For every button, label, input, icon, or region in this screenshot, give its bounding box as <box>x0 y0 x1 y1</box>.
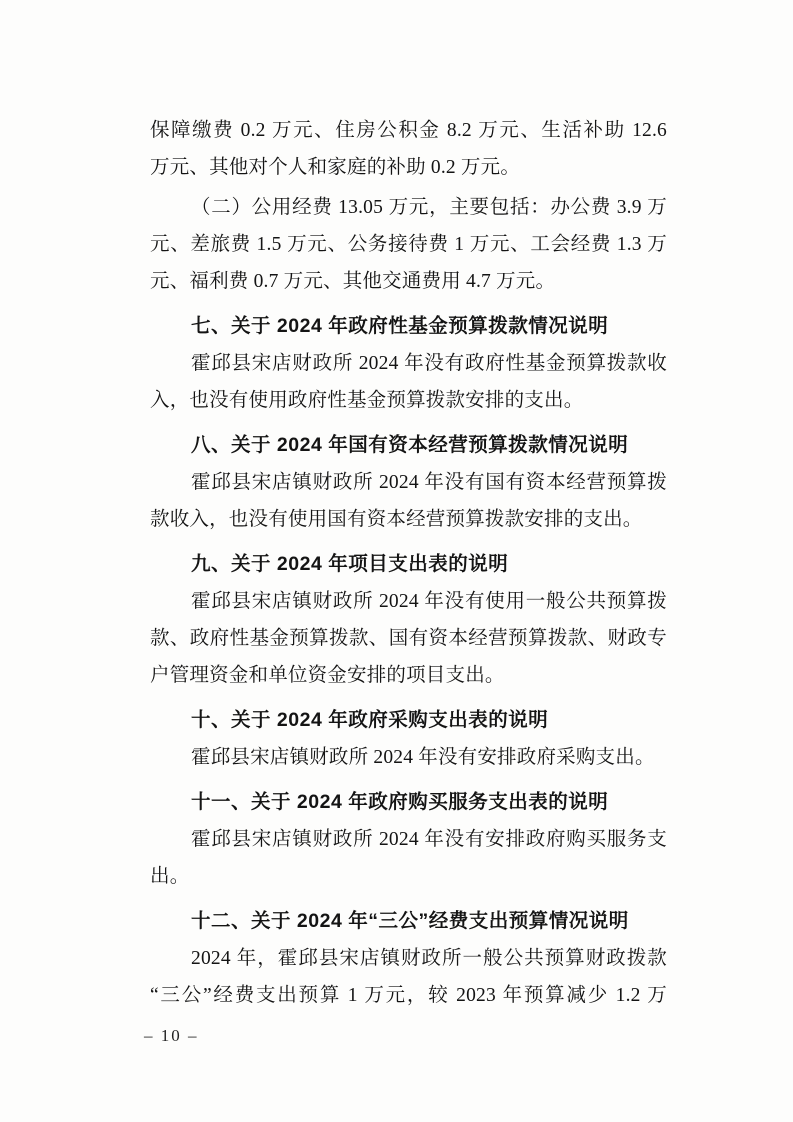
section-heading-9 <box>150 546 667 583</box>
document-body <box>150 112 667 1014</box>
paragraph-section-12 <box>150 940 667 1014</box>
paragraph-section-7 <box>150 345 667 419</box>
text-line: 万元、其他对个人和家庭的补助 0.2 万元。 <box>150 157 521 178</box>
heading-line: 九、关于 2024 年项目支出表的说明 <box>191 553 509 575</box>
heading-line: 七、关于 2024 年政府性基金预算拨款情况说明 <box>191 315 609 337</box>
heading-line: 八、关于 2024 年国有资本经营预算拨款情况说明 <box>191 434 629 456</box>
text-line: 霍邱县宋店财政所 2024 年没有政府性基金预算拨款收 <box>191 353 667 374</box>
text-line: 保障缴费 0.2 万元、住房公积金 8.2 万元、生活补助 12.6 <box>150 120 667 141</box>
paragraph-section-10 <box>150 739 667 776</box>
heading-line: 十二、关于 2024 年“三公”经费支出预算情况说明 <box>191 910 629 932</box>
paragraph-public-expense <box>150 189 667 300</box>
text-line: 入，也没有使用政府性基金预算拨款安排的支出。 <box>150 390 584 411</box>
paragraph-continuation <box>150 112 667 186</box>
text-line: 霍邱县宋店镇财政所 2024 年没有使用一般公共预算拨 <box>191 591 667 612</box>
heading-line: 十、关于 2024 年政府采购支出表的说明 <box>191 709 549 731</box>
section-heading-11 <box>150 784 667 821</box>
text-line: 元、差旅费 1.5 万元、公务接待费 1 万元、工会经费 1.3 万 <box>150 234 667 255</box>
text-line: （二）公用经费 13.05 万元，主要包括：办公费 3.9 万 <box>191 197 667 218</box>
text-line: 户管理资金和单位资金安排的项目支出。 <box>150 665 505 686</box>
page-number: – 10 – <box>144 1026 199 1045</box>
text-line: “三公”经费支出预算 1 万元，较 2023 年预算减少 1.2 万 <box>150 985 667 1006</box>
text-line: 元、福利费 0.7 万元、其他交通费用 4.7 万元。 <box>150 271 556 292</box>
text-line: 款收入，也没有使用国有资本经营预算拨款安排的支出。 <box>150 509 643 530</box>
paragraph-section-9 <box>150 583 667 694</box>
text-line: 霍邱县宋店镇财政所 2024 年没有国有资本经营预算拨 <box>191 472 667 493</box>
section-heading-8 <box>150 427 667 464</box>
text-line: 款、政府性基金预算拨款、国有资本经营预算拨款、财政专 <box>150 628 667 649</box>
heading-line: 十一、关于 2024 年政府购买服务支出表的说明 <box>191 791 609 813</box>
section-heading-7 <box>150 308 667 345</box>
paragraph-section-8 <box>150 464 667 538</box>
paragraph-section-11 <box>150 821 667 895</box>
text-line: 2024 年，霍邱县宋店镇财政所一般公共预算财政拨款 <box>191 948 667 969</box>
text-line: 霍邱县宋店镇财政所 2024 年没有安排政府采购支出。 <box>191 747 655 768</box>
text-line: 霍邱县宋店镇财政所 2024 年没有安排政府购买服务支 <box>191 829 667 850</box>
text-line: 出。 <box>150 866 190 887</box>
section-heading-10 <box>150 702 667 739</box>
section-heading-12 <box>150 903 667 940</box>
